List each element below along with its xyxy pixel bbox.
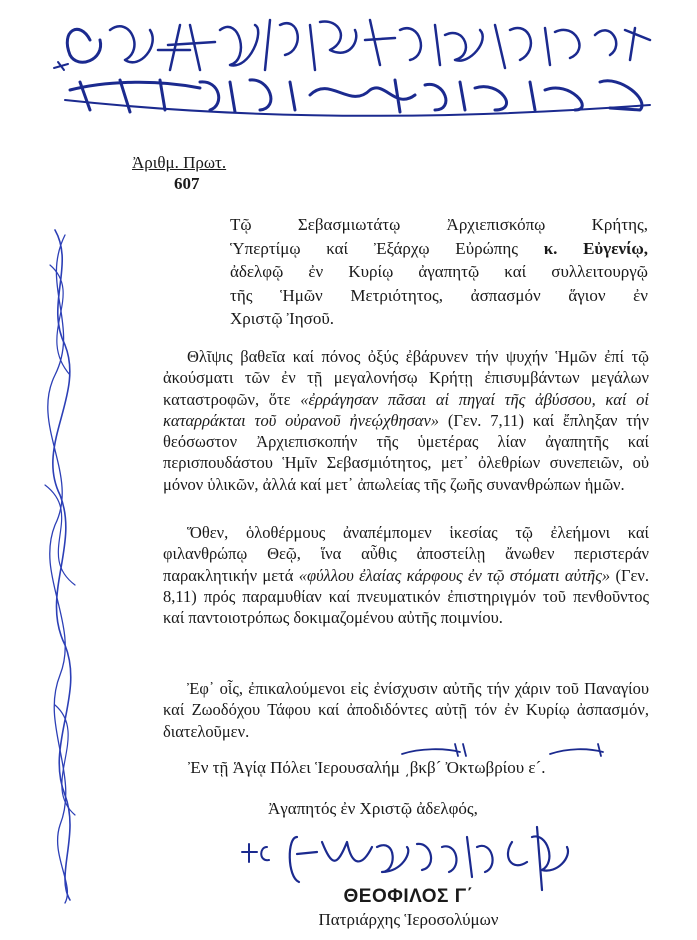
address-line-5: Χριστῷ Ἰησοῦ. (230, 309, 334, 328)
addressee-name: κ. Εὐγενίῳ, (543, 238, 649, 258)
address-block (230, 213, 648, 331)
patriarchal-seal-signature (50, 10, 660, 120)
address-line-4: τῆς Ἡμῶν Μετριότητος, ἀσπασμόν ἅγιον ἐν (230, 285, 648, 305)
date-line: Ἐν τῇ Ἁγίᾳ Πόλει Ἱερουσαλήμ ͵βκβ´ Ὀκτωβρίου ε´. (188, 758, 546, 777)
paragraph-2 (163, 522, 649, 628)
signatory-title: Πατριάρχης Ἱεροσολύμων (318, 910, 499, 929)
margin-scribble (25, 225, 100, 905)
paragraph-3: Ἐφ᾽ οἷς, ἐπικαλούμενοι εἰς ἐνίσχυσιν αὐτῆς τήν χάριν τοῦ Παναγίου καί Ζωοδόχου Τάφου καί ἀποδιδόντες αὐτῇ τόν ἐν Κυρίῳ ἀσπασμόν, διατελοῦμεν. (163, 679, 649, 741)
paragraph-1-b: (Γεν. 7,11) καί ἔπληξαν τήν θεόσωστον Ἀρχιεπισκοπήν τῆς ὑμετέρας λίαν ἀγαπητῆς καί περισπουδάστου Ἡμῖν Σεβασμιότητος, μετ᾽ ὀλεθρίων συνεπειῶν, οὐ μόνον ὑλικῶν, ἀλλά καί μετ᾽ ἀπωλείας τῆς ζωῆς συνανθρώπων ἡμῶν. (163, 410, 649, 494)
paragraph-2-a: Ὅθεν, ὁλοθέρμους ἀναπέμπομεν ἱκεσίας τῷ ἐλεήμονι καί φιλανθρώπῳ Θεῷ, ἵνα αὖθις ἀποστείλῃ ἄνωθεν περιστεράν παρακλητικήν μετά (163, 523, 649, 585)
address-line-1: Τῷ Σεβασμιωτάτῳ Ἀρχιεπισκόπῳ Κρήτης, (230, 215, 648, 234)
protocol-number: 607 (174, 174, 200, 193)
paragraph-1-a: Θλῖψις βαθεῖα καί πόνος ὀξύς ἐβάρυνεν τήν ψυχήν Ἡμῶν ἐπί τῷ ἀκούσματι τῶν ἐν τῇ μεγαλονήσῳ Κρήτῃ ἐπισυμβάντων μεγάλων καταστροφῶν, ὅτε (163, 347, 649, 409)
address-line-3: ἀδελφῷ ἐν Κυρίῳ ἀγαπητῷ καί συλλειτουργῷ (230, 262, 648, 281)
date-flourish-right (548, 740, 618, 762)
protocol-block (132, 152, 226, 194)
closing-salutation: Ἀγαπητός ἐν Χριστῷ ἀδελφός, (268, 799, 478, 818)
paragraph-2-b: (Γεν. 8,11) πρός παραμυθίαν καί πνευματικόν ἐπιστηριγμόν τοῦ πενθοῦντος καί παντοιοτρόπως δοκιμαζομένου αὐτῆς ποιμνίου. (163, 565, 650, 628)
address-line-2-text: Ὑπερτίμῳ καί Ἐξάρχῳ Εὐρώπης (230, 238, 518, 258)
paragraph-1 (163, 346, 649, 495)
handwritten-signature (237, 822, 577, 892)
address-line-2 (230, 237, 648, 261)
paragraph-1-quote: «ἐρράγησαν πᾶσαι αἱ πηγαί τῆς ἀβύσσου, καί οἱ καταρράκται τοῦ οὐρανοῦ ἠνεῴχθησαν» (163, 389, 649, 430)
protocol-label: Ἀριθμ. Πρωτ. (132, 153, 227, 172)
paragraph-2-quote: «φύλλου ἐλαίας κάρφους ἐν τῷ στόματι αὐτῆς» (298, 565, 611, 585)
signatory-name: ΘΕΟΦΙΛΟΣ Γ΄ (343, 886, 474, 907)
